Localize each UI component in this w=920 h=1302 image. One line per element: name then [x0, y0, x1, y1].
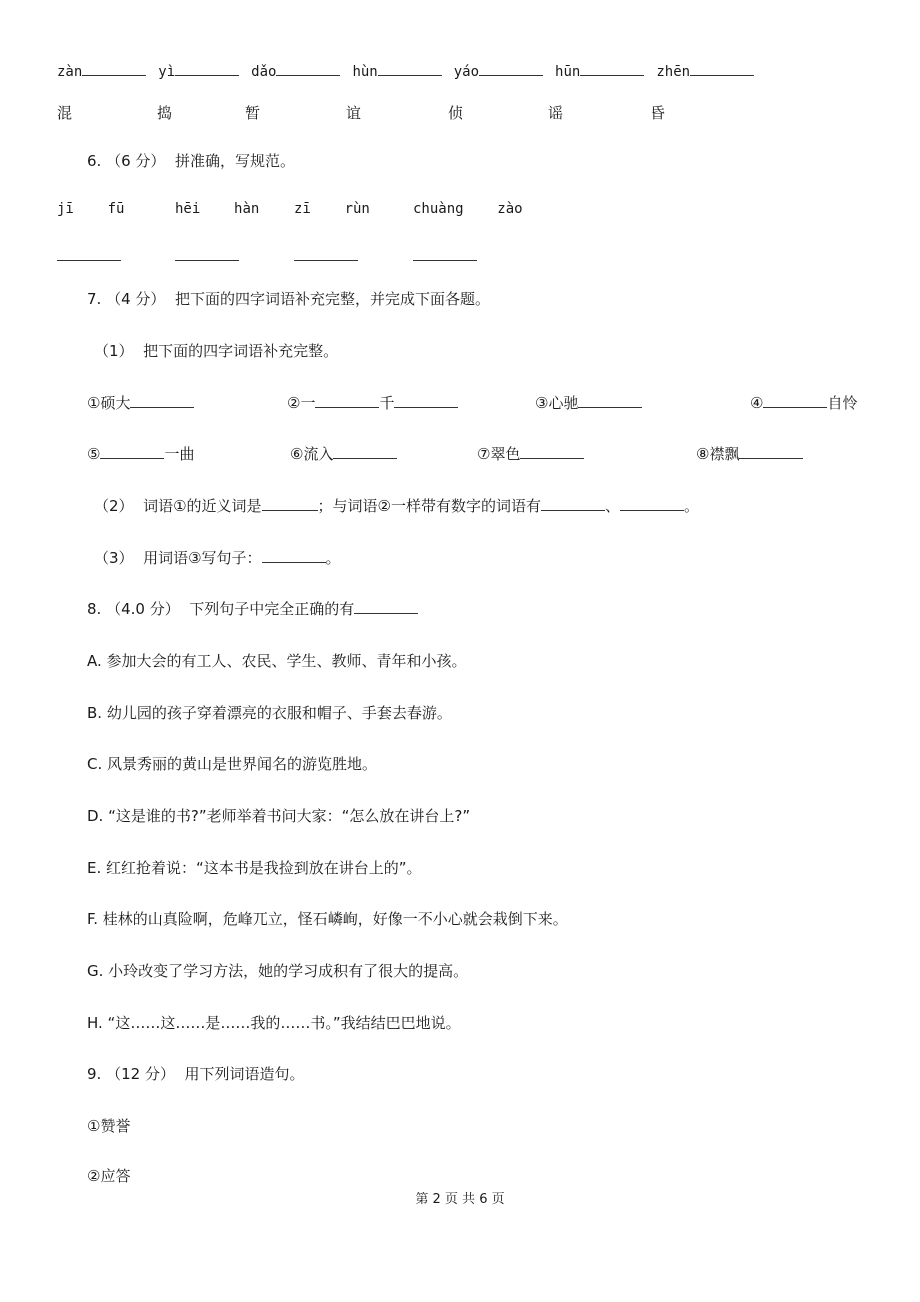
answer-blank[interactable]: [262, 496, 318, 511]
question-8-heading: 8. （4.0 分） 下列句子中完全正确的有: [87, 599, 418, 619]
char-0: 混: [57, 104, 73, 122]
answer-blank[interactable]: [262, 548, 326, 563]
idiom-blank[interactable]: [315, 393, 379, 408]
idiom-4: ④ 自怜: [750, 394, 858, 412]
q6-answer-blank[interactable]: [57, 246, 121, 266]
q6-answer-blank[interactable]: [175, 246, 239, 266]
char-3: 谊: [346, 104, 362, 122]
idiom-6: ⑥流入: [290, 444, 397, 464]
idiom-blank[interactable]: [394, 393, 458, 408]
answer-blank[interactable]: [354, 599, 418, 614]
idiom-blank[interactable]: [763, 393, 827, 408]
q7-sub2: （2） 词语①的近义词是 ；与词语②一样带有数字的词语有 、 。: [94, 497, 700, 515]
q7-sub3: （3） 用词语③写句子： 。: [94, 549, 341, 567]
char-2: 暂: [245, 104, 261, 122]
page-footer: 第 2 页 共 6 页: [415, 1192, 505, 1207]
idiom-7: ⑦翠色: [477, 444, 584, 464]
char-6: 昏: [650, 104, 666, 122]
pinyin-item: hùn: [352, 64, 441, 80]
q8-option-e: E. 红红抢着说：“这本书是我捡到放在讲台上的”。: [87, 859, 422, 877]
idiom-1: ①硕大: [87, 393, 194, 413]
idiom-5: ⑤ 一曲: [87, 445, 195, 463]
pinyin-item: hūn: [555, 64, 644, 80]
char-1: 捣: [157, 104, 173, 122]
pinyin-item: zhēn: [656, 64, 754, 80]
question-6-heading: 6. （6 分） 拼准确，写规范。: [87, 152, 295, 170]
pinyin-item: yì: [158, 64, 239, 80]
idiom-8: ⑧襟飘: [696, 444, 803, 464]
question-9-heading: 9. （12 分） 用下列词语造句。: [87, 1065, 305, 1083]
idiom-2: ②一 千: [287, 393, 458, 413]
idiom-blank[interactable]: [100, 444, 164, 459]
question-7-heading: 7. （4 分） 把下面的四字词语补充完整，并完成下面各题。: [87, 290, 490, 308]
pinyin-item: zàn: [57, 64, 146, 80]
q9-item-1: ①赞誉: [87, 1117, 131, 1135]
q6-word-3: chuàng zào: [413, 201, 523, 217]
q6-answer-blank[interactable]: [413, 246, 477, 266]
q8-option-h: H. “这……这……是……我的……书。”我结结巴巴地说。: [87, 1014, 461, 1032]
answer-blank[interactable]: [620, 496, 684, 511]
answer-blank[interactable]: [541, 496, 605, 511]
q6-word-0: jī fū: [57, 201, 125, 217]
q6-word-1: hēi hàn: [175, 201, 260, 217]
idiom-blank[interactable]: [333, 444, 397, 459]
pinyin-row: [57, 61, 754, 82]
q7-sub1: （1） 把下面的四字词语补充完整。: [94, 342, 339, 360]
q8-option-b: B. 幼儿园的孩子穿着漂亮的衣服和帽子、手套去春游。: [87, 704, 452, 722]
q6-answer-blank[interactable]: [294, 246, 358, 266]
q6-word-2: zī rùn: [294, 201, 370, 217]
q8-option-c: C. 风景秀丽的黄山是世界闻名的游览胜地。: [87, 755, 378, 773]
q8-option-f: F. 桂林的山真险啊，危峰兀立，怪石嶙峋，好像一不小心就会栽倒下来。: [87, 910, 568, 928]
q9-item-2: ②应答: [87, 1167, 131, 1185]
q8-option-g: G. 小玲改变了学习方法，她的学习成积有了很大的提高。: [87, 962, 469, 980]
char-5: 谣: [548, 104, 564, 122]
idiom-blank[interactable]: [739, 444, 803, 459]
idiom-blank[interactable]: [520, 444, 584, 459]
q8-option-d: D. “这是谁的书?”老师举着书问大家：“怎么放在讲台上?”: [87, 807, 471, 825]
idiom-blank[interactable]: [130, 393, 194, 408]
char-4: 侦: [448, 104, 464, 122]
pinyin-item: dǎo: [251, 64, 340, 80]
q8-option-a: A. 参加大会的有工人、农民、学生、教师、青年和小孩。: [87, 652, 467, 670]
idiom-blank[interactable]: [578, 393, 642, 408]
pinyin-item: yáo: [454, 64, 543, 80]
idiom-3: ③心驰: [535, 393, 642, 413]
